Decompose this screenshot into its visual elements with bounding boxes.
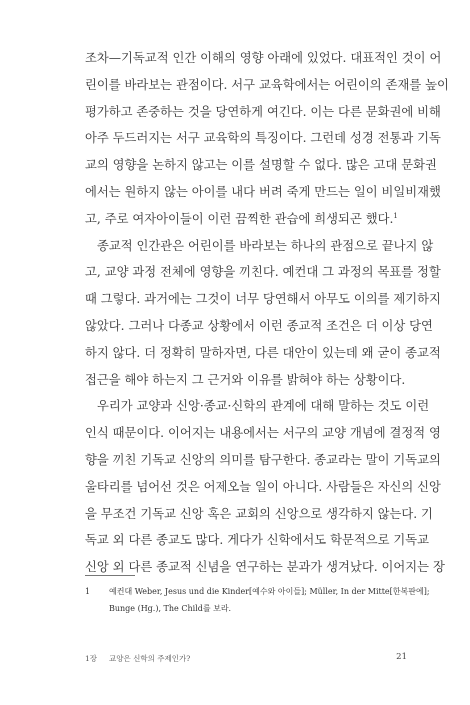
text-line: 아주 두드러지는 서구 교육학의 특징이다. 그런데 성경 전통과 기독 <box>85 131 441 146</box>
text-line: 울타리를 넘어선 것은 어제오늘 일이 아니다. 사람들은 자신의 신앙 <box>85 479 441 494</box>
body-text <box>85 45 449 581</box>
text-line: 고, 교양 과정 전체에 영향을 끼친다. 예컨대 그 과정의 목표를 정할 <box>85 265 441 280</box>
text-line: 독교 외 다른 종교도 많다. 게다가 신학에서도 학문적으로 기독교 <box>85 533 430 548</box>
text-line: 향을 끼친 기독교 신앙의 의미를 탐구한다. 종교라는 말이 기독교의 <box>85 452 441 467</box>
text-line: 교의 영향을 논하지 않고는 이를 설명할 수 없다. 많은 고대 문화권 <box>85 158 437 173</box>
footnote-ref[interactable]: 1 <box>393 211 398 220</box>
text-line: 인식 때문이다. 이어지는 내용에서는 서구의 교양 개념에 결정적 영 <box>85 426 441 441</box>
text-line: 종교적 인간관은 어린이를 바라보는 하나의 관점으로 끝나지 않 <box>97 238 434 253</box>
text-line: 하지 않다. 더 정확히 말하자면, 다른 대안이 있는데 왜 굳이 종교적 <box>85 345 441 360</box>
running-footer <box>85 653 190 664</box>
text-line: 접근을 해야 하는지 그 근거와 이유를 밝혀야 하는 상황이다. <box>85 372 406 387</box>
chapter-title: 교양은 신학의 주제인가? <box>109 654 191 663</box>
footnote-line: Bunge (Hg.), The Child를 보라. <box>109 604 232 613</box>
text-line: 우리가 교양과 신앙·종교·신학의 관계에 대해 말하는 것도 이런 <box>97 399 430 414</box>
text-line-content: 고, 주로 여자아이들이 이런 끔찍한 관습에 희생되곤 했다. <box>85 211 394 226</box>
text-line: 린이를 바라보는 관점이다. 서구 교육학에서는 어린이의 존재를 높이 <box>85 77 449 92</box>
footnote-line: 예컨대 Weber, Jesus und die Kinder[예수와 아이들]; Müller, In der Mitte[한복판에]; <box>109 587 430 596</box>
paragraph-3 <box>85 393 445 581</box>
text-line: 평가하고 존중하는 것을 당연하게 여긴다. 이는 다른 문화권에 비해 <box>85 104 441 119</box>
text-line: 에서는 원하지 않는 아이를 내다 버려 죽게 만드는 일이 비일비재했 <box>85 184 441 199</box>
chapter-label: 1장 <box>85 654 98 663</box>
text-line: 때 그렇다. 과거에는 그것이 너무 당연해서 아무도 이의를 제기하지 <box>85 292 441 307</box>
text-line: 을 무조건 기독교 신앙 혹은 교회의 신앙으로 생각하지 않는다. 기 <box>85 506 433 521</box>
text-line: 조차—기독교적 인간 이해의 영향 아래에 있었다. 대표적인 것이 어 <box>85 51 442 65</box>
paragraph-1 <box>85 45 449 233</box>
footnote-number: 1 <box>85 587 91 596</box>
page-number: 21 <box>396 652 407 662</box>
text-line-last <box>85 206 399 233</box>
footnote-separator <box>85 575 135 576</box>
paragraph-2 <box>85 233 441 394</box>
footnote <box>85 583 430 617</box>
text-line: 않았다. 그러나 다종교 상황에서 이런 종교적 조건은 더 이상 당연 <box>85 318 433 333</box>
text-line: 신앙 외 다른 종교적 신념을 연구하는 분과가 생겨났다. 이어지는 장 <box>85 560 445 575</box>
